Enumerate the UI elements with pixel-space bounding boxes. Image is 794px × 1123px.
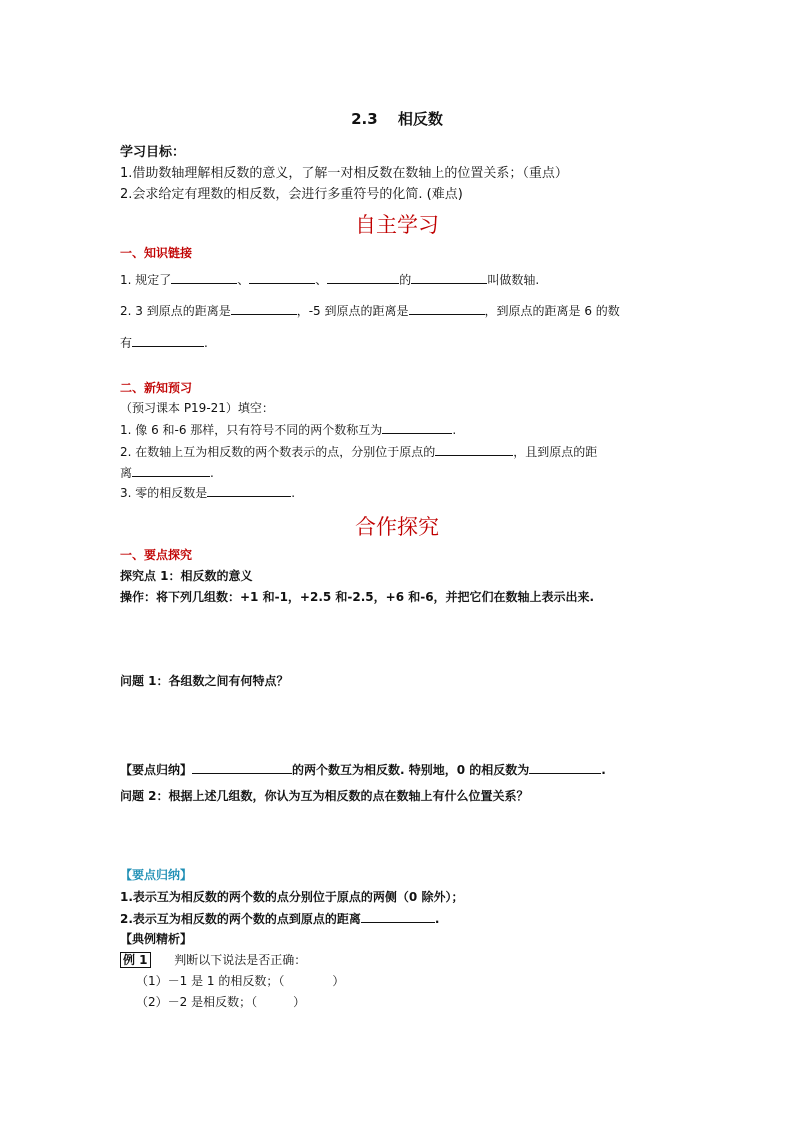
preview-question-3: [120, 484, 295, 501]
answer-blank[interactable]: [382, 421, 452, 434]
answer-blank[interactable]: [207, 484, 291, 497]
summary-2-item-2: [120, 910, 439, 927]
preview-heading: 二、新知预习: [120, 381, 193, 395]
banner-cooperative-inquiry: 合作探究: [355, 515, 439, 539]
example-item-2: （2）－2 是相反数；（ ）: [136, 995, 306, 1009]
summary-2-label: 【要点归纳】: [120, 868, 193, 882]
q1-separator: 、: [237, 273, 250, 287]
preview-question-1: [120, 421, 456, 438]
answer-blank[interactable]: [192, 761, 292, 774]
operation-instruction: 操作：将下列几组数：+1 和-1，+2.5 和-2.5，+6 和-6，并把它们在数轴上表示出来.: [120, 590, 595, 604]
summary-1-label: 【要点归纳】: [120, 763, 193, 777]
answer-blank[interactable]: [231, 302, 297, 315]
answer-blank[interactable]: [132, 334, 204, 347]
answer-blank[interactable]: [132, 464, 210, 477]
objective-1: 1.借助数轴理解相反数的意义，了解一对相反数在数轴上的位置关系；（重点）: [120, 166, 568, 181]
example-item-1: （1）－1 是 1 的相反数；（ ）: [136, 974, 345, 988]
summary-2-end: .: [434, 912, 440, 926]
example-tag: 例 1: [120, 952, 151, 968]
p1-text-a: 1. 像 6 和-6 那样，只有符号不同的两个数称互为: [120, 423, 383, 437]
preview-note: （预习课本 P19-21）填空：: [120, 401, 274, 415]
q2-text-a: 2. 3 到原点的距离是: [120, 304, 231, 318]
answer-blank[interactable]: [327, 271, 399, 284]
page-title: 2.3 相反数: [351, 110, 443, 128]
summary-1-text-a: 的两个数互为相反数. 特别地，0 的相反数为: [292, 763, 530, 777]
question-distance: [120, 302, 620, 319]
knowledge-link-heading: 一、知识链接: [120, 246, 193, 260]
question-distance-cont: [120, 334, 208, 351]
answer-blank[interactable]: [249, 271, 315, 284]
question-1: 问题 1：各组数之间有何特点？: [120, 674, 289, 688]
answer-blank[interactable]: [529, 761, 601, 774]
example-1: [120, 951, 306, 968]
q1-text-b: 的: [399, 273, 412, 287]
objective-2: 2.会求给定有理数的相反数，会进行多重符号的化简. (难点): [120, 187, 463, 202]
q2-text-b: ，-5 到原点的距离是: [296, 304, 409, 318]
question-number-line: [120, 271, 539, 288]
answer-blank[interactable]: [409, 302, 485, 315]
answer-blank[interactable]: [435, 443, 513, 456]
q1-text-a: 1. 规定了: [120, 273, 172, 287]
p2-text-d: .: [210, 466, 214, 480]
key-points-heading: 一、要点探究: [120, 548, 193, 562]
p3-text-b: .: [291, 486, 296, 500]
preview-question-2: [120, 443, 597, 460]
objectives-heading: 学习目标：: [120, 145, 186, 160]
p2-text-c: 离: [120, 466, 133, 480]
question-2: 问题 2：根据上述几组数，你认为互为相反数的点在数轴上有什么位置关系？: [120, 789, 529, 803]
q2-text-c: ，到原点的距离是 6 的数: [484, 304, 620, 318]
answer-blank[interactable]: [171, 271, 237, 284]
preview-question-2-cont: [120, 464, 214, 481]
summary-2-item-1: 1.表示互为相反数的两个数的点分别位于原点的两侧（0 除外）；: [120, 890, 464, 904]
summary-1: [120, 761, 606, 778]
summary-1-text-b: .: [601, 763, 606, 777]
q2-text-e: .: [204, 336, 208, 350]
example-prompt: 判断以下说法是否正确：: [174, 953, 307, 967]
p2-text-a: 2. 在数轴上互为相反数的两个数表示的点，分别位于原点的: [120, 445, 436, 459]
answer-blank[interactable]: [411, 271, 487, 284]
p3-text-a: 3. 零的相反数是: [120, 486, 208, 500]
p2-text-b: ，且到原点的距: [513, 445, 598, 459]
p1-text-b: .: [452, 423, 457, 437]
q1-separator: 、: [315, 273, 328, 287]
q2-text-d: 有: [120, 336, 133, 350]
q1-text-c: 叫做数轴.: [487, 273, 540, 287]
example-heading: 【典例精析】: [120, 932, 193, 946]
banner-self-study: 自主学习: [355, 213, 439, 237]
summary-2-item-2-text: 2.表示互为相反数的两个数的点到原点的距离: [120, 912, 361, 926]
answer-blank[interactable]: [361, 910, 435, 923]
explore-point-1: 探究点 1：相反数的意义: [120, 569, 253, 583]
